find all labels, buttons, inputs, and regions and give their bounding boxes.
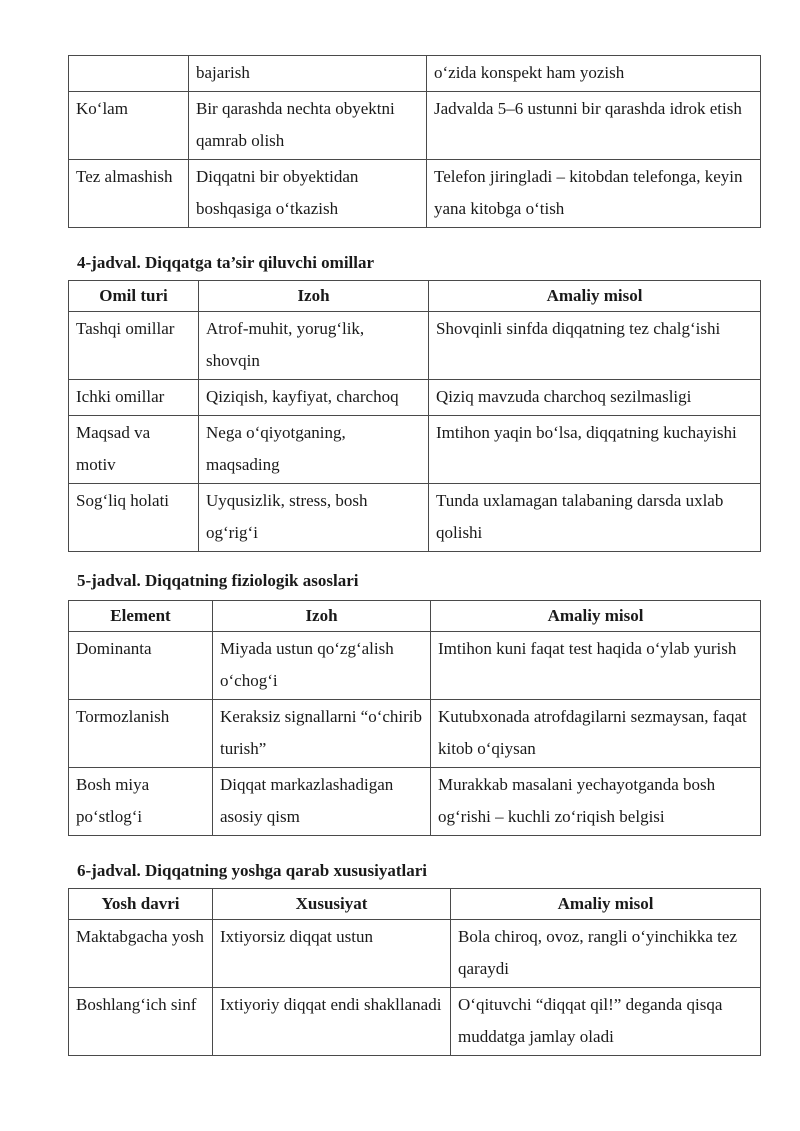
table-cell: Shovqinli sinfda diqqatning tez chalg‘ishi [429,312,761,380]
table-cell: Maktabgacha yosh [69,920,213,988]
table-cell: Bosh miya po‘stlog‘i [69,768,213,836]
column-header: Xususiyat [213,889,451,920]
column-header: Yosh davri [69,889,213,920]
table-cell: Atrof-muhit, yorug‘lik, shovqin [199,312,429,380]
column-header: Izoh [213,601,431,632]
table-row [69,160,761,228]
table-row [69,768,761,836]
table-cell: Diqqat markazlashadigan asosiy qism [213,768,431,836]
table-cell: Ixtiyoriy diqqat endi shakllanadi [213,988,451,1056]
table-row [69,632,761,700]
table-cell: Murakkab masalani yechayotganda bosh og‘rishi – kuchli zo‘riqish belgisi [431,768,761,836]
table-row [69,700,761,768]
table-cell: Tormozlanish [69,700,213,768]
table-cell: Jadvalda 5–6 ustunni bir qarashda idrok etish [427,92,761,160]
table4 [68,280,761,552]
table-row [69,988,761,1056]
table-row [69,380,761,416]
table-row [69,416,761,484]
table-cell: Dominanta [69,632,213,700]
table-cell: Tunda uxlamagan talabaning darsda uxlab qolishi [429,484,761,552]
table-cell: Keraksiz signallarni “o‘chirib turish” [213,700,431,768]
column-header: Amaliy misol [451,889,761,920]
table-cell: Telefon jiringladi – kitobdan telefonga, keyin yana kitobga o‘tish [427,160,761,228]
table-cell: Qiziqish, kayfiyat, charchoq [199,380,429,416]
table-header-row [69,281,761,312]
table-cell: Uyqusizlik, stress, bosh og‘rig‘i [199,484,429,552]
table-cell: Tashqi omillar [69,312,199,380]
table-cell: Ko‘lam [69,92,189,160]
table-cell: Ichki omillar [69,380,199,416]
table6 [68,888,761,1056]
table-row [69,920,761,988]
table-cell: Ixtiyorsiz diqqat ustun [213,920,451,988]
table-row [69,56,761,92]
table-cell: O‘qituvchi “diqqat qil!” deganda qisqa muddatga jamlay oladi [451,988,761,1056]
table-cell [69,56,189,92]
table6-title: 6-jadval. Diqqatning yoshga qarab xususiyatlari [77,861,427,880]
column-header: Omil turi [69,281,199,312]
table-cell: bajarish [189,56,427,92]
table-cell: Sog‘liq holati [69,484,199,552]
table-cell: Imtihon yaqin bo‘lsa, diqqatning kuchayishi [429,416,761,484]
table-header-row [69,601,761,632]
column-header: Element [69,601,213,632]
table-cell: Bir qarashda nechta obyektni qamrab olish [189,92,427,160]
column-header: Amaliy misol [431,601,761,632]
table5 [68,600,761,836]
table-cell: o‘zida konspekt ham yozish [427,56,761,92]
table-cell: Qiziq mavzuda charchoq sezilmasligi [429,380,761,416]
table-cell: Nega o‘qiyotganing, maqsading [199,416,429,484]
table-cell: Miyada ustun qo‘zg‘alish o‘chog‘i [213,632,431,700]
table-cell: Tez almashish [69,160,189,228]
table-continued [68,55,761,228]
table-cell: Diqqatni bir obyektidan boshqasiga o‘tkazish [189,160,427,228]
column-header: Izoh [199,281,429,312]
table-cell: Imtihon kuni faqat test haqida o‘ylab yurish [431,632,761,700]
table-row [69,92,761,160]
table-row [69,312,761,380]
table-cell: Bola chiroq, ovoz, rangli o‘yinchikka tez qaraydi [451,920,761,988]
table-cell: Kutubxonada atrofdagilarni sezmaysan, faqat kitob o‘qiysan [431,700,761,768]
table4-title: 4-jadval. Diqqatga ta’sir qiluvchi omillar [77,253,375,272]
table-cell: Boshlang‘ich sinf [69,988,213,1056]
column-header: Amaliy misol [429,281,761,312]
table-header-row [69,889,761,920]
table5-title: 5-jadval. Diqqatning fiziologik asoslari [77,571,359,590]
table-cell: Maqsad va motiv [69,416,199,484]
table-row [69,484,761,552]
